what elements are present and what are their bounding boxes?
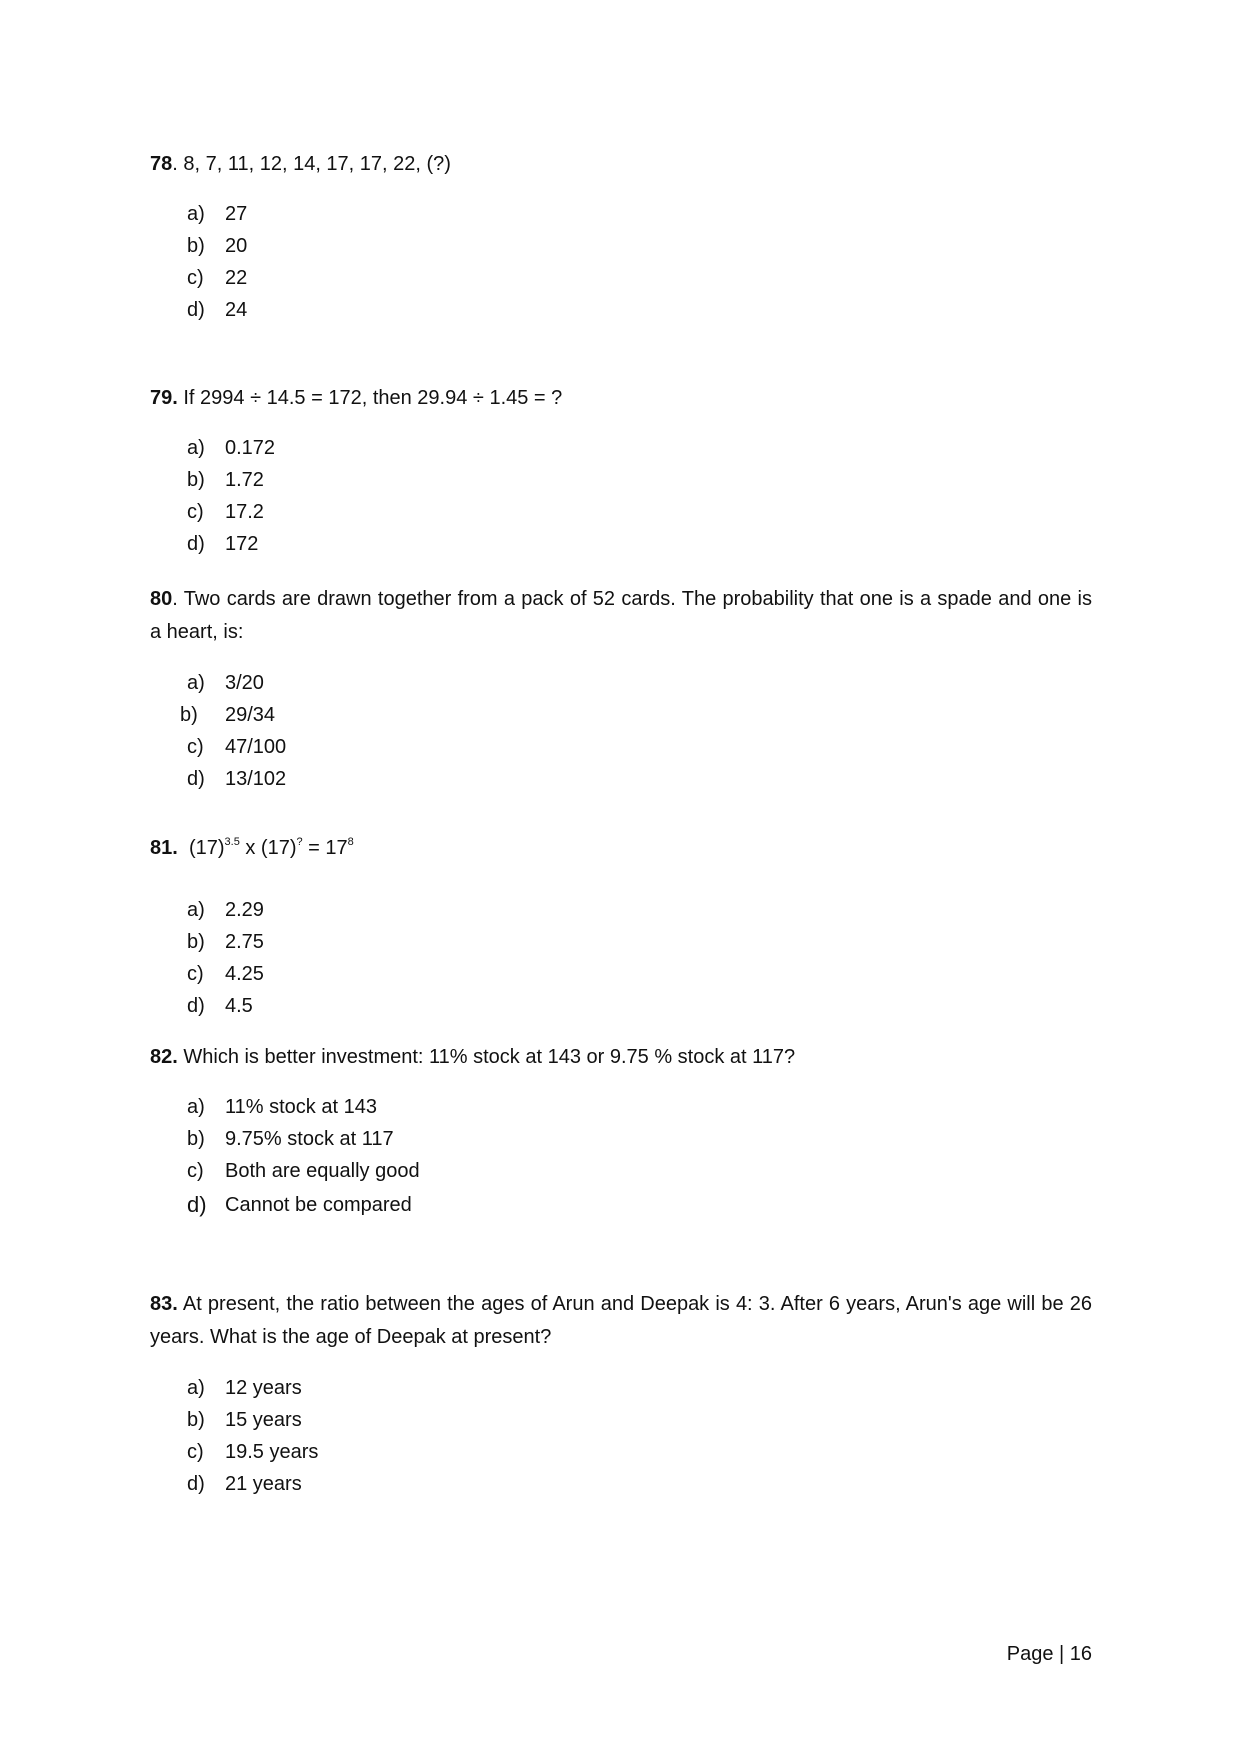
question-number: 80 bbox=[150, 588, 173, 610]
option-b bbox=[187, 1123, 420, 1155]
expr-exponent-3: 8 bbox=[347, 836, 354, 848]
option-letter: d) bbox=[187, 995, 205, 1017]
question-stem bbox=[150, 148, 1092, 181]
option-text: Both are equally good bbox=[225, 1160, 420, 1182]
option-letter: b) bbox=[187, 235, 205, 257]
question-81 bbox=[150, 832, 1092, 1017]
question-number: 79. bbox=[150, 387, 178, 409]
option-c bbox=[187, 1155, 420, 1187]
expr-base1: (17) bbox=[188, 837, 225, 859]
option-text: 2.75 bbox=[225, 931, 264, 953]
option-text: 0.172 bbox=[225, 437, 276, 459]
question-78 bbox=[150, 148, 1092, 321]
question-text: If 2994 ÷ 14.5 = 172, then 29.94 ÷ 1.45 = ? bbox=[177, 387, 563, 409]
question-number: 81. bbox=[150, 837, 178, 859]
question-text: . Two cards are drawn together from a pack of 52 cards. The probability that one is a spade and one is a heart, is: bbox=[150, 588, 1092, 643]
option-letter: c) bbox=[187, 1441, 204, 1463]
option-b bbox=[187, 230, 247, 262]
option-letter: b) bbox=[187, 469, 205, 491]
option-letter: d) bbox=[187, 768, 205, 790]
option-text: 47/100 bbox=[225, 736, 287, 758]
option-text: 17.2 bbox=[225, 501, 264, 523]
question-79 bbox=[150, 382, 1092, 555]
question-stem bbox=[150, 1288, 1092, 1354]
question-stem bbox=[150, 1041, 1092, 1074]
option-a bbox=[187, 1091, 420, 1123]
options-list bbox=[187, 1091, 420, 1221]
option-letter: d) bbox=[187, 1473, 205, 1495]
option-letter: b) bbox=[187, 1409, 205, 1431]
question-text: . 8, 7, 11, 12, 14, 17, 17, 22, (?) bbox=[172, 153, 451, 175]
option-text: 172 bbox=[225, 533, 259, 555]
option-letter: a) bbox=[187, 899, 205, 921]
option-text: 19.5 years bbox=[225, 1441, 319, 1463]
option-letter: d) bbox=[187, 299, 205, 321]
option-text: 20 bbox=[225, 235, 248, 257]
option-c bbox=[187, 262, 247, 294]
option-letter: b) bbox=[187, 1128, 205, 1150]
option-text: 9.75% stock at 117 bbox=[225, 1128, 394, 1150]
page-number: Page | 16 bbox=[1006, 1643, 1092, 1665]
option-d bbox=[187, 528, 275, 560]
option-text: 15 years bbox=[225, 1409, 302, 1431]
option-letter: a) bbox=[187, 1096, 205, 1118]
option-a bbox=[187, 894, 264, 926]
option-letter: a) bbox=[187, 437, 205, 459]
expr-mid: x (17) bbox=[239, 837, 297, 859]
options-list bbox=[187, 432, 275, 560]
options-list bbox=[187, 894, 264, 1022]
option-text: 21 years bbox=[225, 1473, 302, 1495]
option-b bbox=[187, 926, 264, 958]
option-b bbox=[180, 699, 286, 731]
option-text: Cannot be compared bbox=[225, 1194, 412, 1216]
option-text: 24 bbox=[225, 299, 248, 321]
option-text: 2.29 bbox=[225, 899, 264, 921]
option-b bbox=[187, 464, 275, 496]
option-d bbox=[187, 990, 264, 1022]
expr-eq: = 17 bbox=[302, 837, 348, 859]
option-letter: c) bbox=[187, 736, 204, 758]
expr-exponent-1: 3.5 bbox=[224, 836, 240, 848]
option-letter: d) bbox=[187, 1192, 207, 1217]
option-text: 4.5 bbox=[225, 995, 253, 1017]
option-d bbox=[187, 1468, 318, 1500]
option-a bbox=[187, 432, 275, 464]
option-letter: d) bbox=[187, 533, 205, 555]
option-text: 12 years bbox=[225, 1377, 302, 1399]
option-c bbox=[187, 496, 275, 528]
question-82 bbox=[150, 1041, 1092, 1217]
option-letter: a) bbox=[187, 672, 205, 694]
question-83 bbox=[150, 1288, 1092, 1495]
option-a bbox=[187, 667, 286, 699]
option-letter: c) bbox=[187, 501, 204, 523]
option-c bbox=[187, 1436, 318, 1468]
options-list bbox=[187, 198, 247, 326]
option-letter: b) bbox=[180, 704, 198, 726]
option-d bbox=[187, 294, 247, 326]
option-b bbox=[187, 1404, 318, 1436]
options-list bbox=[180, 667, 287, 795]
option-letter: a) bbox=[187, 1377, 205, 1399]
option-text: 4.25 bbox=[225, 963, 264, 985]
question-number: 78 bbox=[150, 153, 173, 175]
option-letter: b) bbox=[187, 931, 205, 953]
question-number: 82. bbox=[150, 1046, 178, 1068]
option-a bbox=[187, 198, 247, 230]
option-letter: c) bbox=[187, 1160, 204, 1182]
option-letter: c) bbox=[187, 963, 204, 985]
question-text: At present, the ratio between the ages of Arun and Deepak is 4: 3. After 6 years, Arun's age will be 26 years. What is the age of Deepak at present? bbox=[150, 1293, 1092, 1348]
option-letter: a) bbox=[187, 203, 205, 225]
question-number: 83. bbox=[150, 1293, 178, 1315]
options-list bbox=[187, 1372, 318, 1500]
question-stem bbox=[150, 382, 1092, 415]
question-stem bbox=[150, 832, 1092, 865]
option-text: 1.72 bbox=[225, 469, 264, 491]
question-80 bbox=[150, 583, 1092, 790]
option-text: 3/20 bbox=[225, 672, 264, 694]
option-c bbox=[187, 958, 264, 990]
option-d bbox=[187, 763, 286, 795]
option-a bbox=[187, 1372, 318, 1404]
option-d bbox=[187, 1189, 420, 1221]
option-text: 29/34 bbox=[225, 704, 276, 726]
option-c bbox=[187, 731, 286, 763]
option-text: 11% stock at 143 bbox=[225, 1096, 377, 1118]
option-text: 13/102 bbox=[225, 768, 287, 790]
option-text: 22 bbox=[225, 267, 248, 289]
question-text: Which is better investment: 11% stock at 143 or 9.75 % stock at 117? bbox=[177, 1046, 796, 1068]
expr-exponent-2: ? bbox=[296, 836, 303, 848]
question-stem bbox=[150, 583, 1092, 649]
option-text: 27 bbox=[225, 203, 248, 225]
option-letter: c) bbox=[187, 267, 204, 289]
